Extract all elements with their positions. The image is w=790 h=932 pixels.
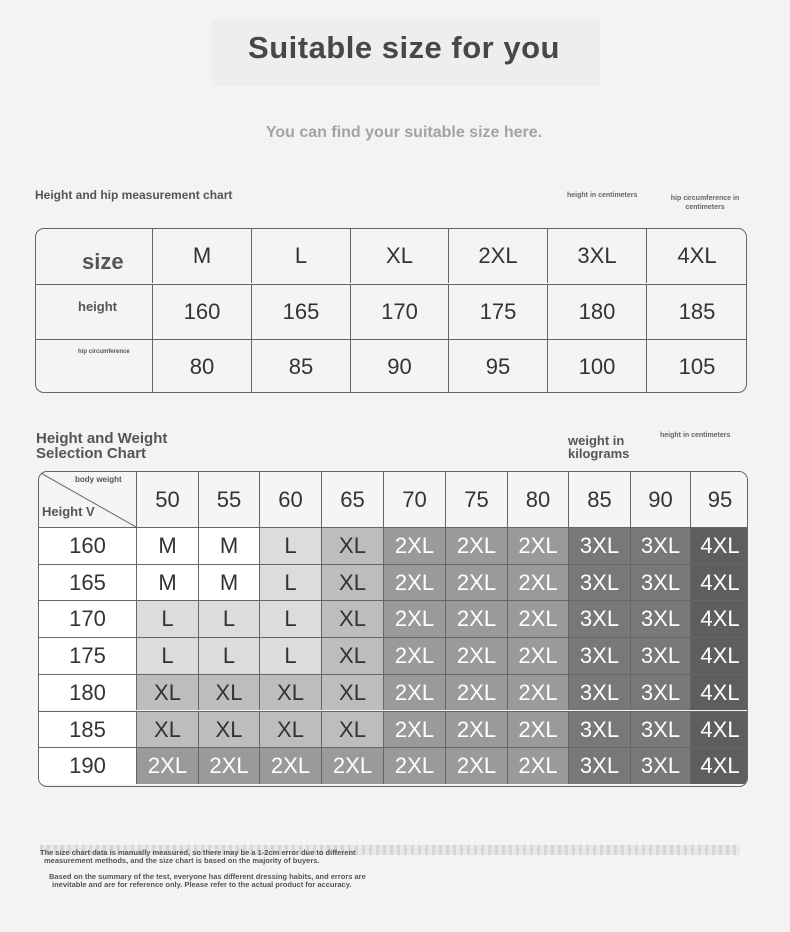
size-recommendation-cell: 2XL	[383, 564, 445, 601]
size-recommendation-cell: 2XL	[445, 747, 507, 784]
size-recommendation-cell: XL	[198, 674, 259, 711]
size-recommendation-cell: L	[136, 600, 198, 637]
height-cell: 185	[646, 285, 747, 339]
size-recommendation-cell: 3XL	[630, 674, 690, 711]
size-recommendation-cell: XL	[259, 674, 321, 711]
height-row-header: 165	[39, 564, 136, 601]
size-recommendation-cell: 2XL	[507, 527, 568, 564]
size-recommendation-cell: L	[198, 637, 259, 674]
height-label: height	[78, 299, 117, 314]
size-recommendation-cell: XL	[136, 711, 198, 748]
size-recommendation-cell: 2XL	[383, 674, 445, 711]
size-recommendation-cell: XL	[198, 711, 259, 748]
size-recommendation-cell: 3XL	[568, 600, 630, 637]
size-recommendation-cell: 2XL	[445, 564, 507, 601]
corner-weight-label: body weight	[75, 475, 122, 484]
height-row-header: 175	[39, 637, 136, 674]
size-recommendation-cell: 4XL	[690, 527, 748, 564]
weight-column-header: 75	[445, 472, 507, 527]
size-cell: 3XL	[547, 229, 646, 283]
size-recommendation-cell: 3XL	[630, 711, 690, 748]
size-recommendation-cell: 3XL	[630, 600, 690, 637]
hip-label: hip circumference	[78, 349, 130, 355]
size-row	[36, 229, 746, 284]
size-recommendation-cell: 3XL	[568, 527, 630, 564]
section2-heading: Height and Weight Selection Chart	[36, 430, 168, 462]
size-recommendation-cell: 2XL	[383, 527, 445, 564]
size-recommendation-cell: 3XL	[630, 637, 690, 674]
size-recommendation-cell: 2XL	[507, 747, 568, 784]
hip-cell: 95	[448, 340, 547, 393]
size-recommendation-cell: 2XL	[445, 674, 507, 711]
size-recommendation-cell: 3XL	[630, 747, 690, 784]
size-recommendation-cell: 4XL	[690, 674, 748, 711]
height-row-header: 180	[39, 674, 136, 711]
size-recommendation-cell: 2XL	[321, 747, 383, 784]
hip-cell: 90	[350, 340, 448, 393]
size-recommendation-cell: 3XL	[568, 711, 630, 748]
size-cell: L	[251, 229, 350, 283]
section1-heading: Height and hip measurement chart	[35, 188, 233, 202]
height-unit-note: height in centimeters	[567, 192, 638, 199]
height-row	[36, 284, 746, 340]
size-recommendation-cell: 3XL	[568, 747, 630, 784]
footer-line-3: Based on the summary of the test, everyone has different dressing habits, and errors are	[49, 872, 366, 881]
weight-column-header: 50	[136, 472, 198, 527]
height-cell: 170	[350, 285, 448, 339]
hip-row-header	[36, 340, 152, 393]
size-recommendation-cell: 2XL	[445, 711, 507, 748]
hip-cell: 80	[152, 340, 251, 393]
size-recommendation-cell: XL	[321, 600, 383, 637]
footer-line-4: inevitable and are for reference only. Please refer to the actual product for accuracy.	[52, 880, 352, 889]
size-recommendation-cell: 2XL	[383, 747, 445, 784]
hip-cell: 105	[646, 340, 747, 393]
hip-cell: 85	[251, 340, 350, 393]
size-recommendation-cell: M	[136, 564, 198, 601]
size-recommendation-cell: 4XL	[690, 564, 748, 601]
size-recommendation-cell: 2XL	[507, 674, 568, 711]
size-recommendation-cell: 2XL	[445, 600, 507, 637]
size-recommendation-cell: 2XL	[259, 747, 321, 784]
size-recommendation-cell: L	[259, 600, 321, 637]
height-cell: 175	[448, 285, 547, 339]
size-table	[35, 228, 747, 393]
size-recommendation-cell: L	[259, 527, 321, 564]
height-cell: 165	[251, 285, 350, 339]
size-recommendation-cell: 4XL	[690, 711, 748, 748]
size-recommendation-cell: L	[136, 637, 198, 674]
height-row-header: 160	[39, 527, 136, 564]
size-recommendation-cell: 3XL	[568, 637, 630, 674]
height-cell: 160	[152, 285, 251, 339]
size-recommendation-cell: 2XL	[198, 747, 259, 784]
size-recommendation-cell: 3XL	[630, 564, 690, 601]
weight-column-header: 65	[321, 472, 383, 527]
weight-column-header: 60	[259, 472, 321, 527]
size-recommendation-cell: 2XL	[445, 637, 507, 674]
hip-cell: 100	[547, 340, 646, 393]
size-row-header	[36, 229, 152, 283]
size-recommendation-cell: 2XL	[507, 600, 568, 637]
weight-column-header: 85	[568, 472, 630, 527]
size-recommendation-cell: L	[259, 564, 321, 601]
footer-line-2: measurement methods, and the size chart is based on the majority of buyers.	[44, 856, 320, 865]
size-recommendation-cell: 2XL	[507, 564, 568, 601]
height-row-header	[36, 285, 152, 339]
size-cell: M	[152, 229, 251, 283]
height-cell: 180	[547, 285, 646, 339]
weight-column-header: 70	[383, 472, 445, 527]
weight-unit-note: weight in kilograms	[568, 433, 630, 461]
height-row-header: 190	[39, 747, 136, 784]
size-recommendation-cell: 3XL	[630, 527, 690, 564]
weight-column-header: 95	[690, 472, 748, 527]
size-recommendation-cell: XL	[259, 711, 321, 748]
size-recommendation-cell: L	[259, 637, 321, 674]
size-recommendation-cell: XL	[321, 527, 383, 564]
size-recommendation-cell: M	[198, 564, 259, 601]
page-subtitle: You can find your suitable size here.	[265, 124, 543, 141]
size-recommendation-cell: 2XL	[507, 637, 568, 674]
height-unit-note-2: height in centimeters	[660, 432, 731, 439]
size-recommendation-cell: 2XL	[445, 527, 507, 564]
size-recommendation-cell: XL	[136, 674, 198, 711]
weight-column-header: 90	[630, 472, 690, 527]
size-recommendation-cell: 4XL	[690, 637, 748, 674]
size-recommendation-cell: 2XL	[383, 637, 445, 674]
hip-unit-note: hip circumference in centimeters	[670, 195, 740, 211]
size-recommendation-cell: 3XL	[568, 564, 630, 601]
size-recommendation-cell: 2XL	[136, 747, 198, 784]
size-recommendation-cell: 4XL	[690, 747, 748, 784]
height-row-header: 170	[39, 600, 136, 637]
size-recommendation-cell: XL	[321, 637, 383, 674]
height-row-header: 185	[39, 711, 136, 748]
size-recommendation-cell: L	[198, 600, 259, 637]
size-recommendation-cell: 4XL	[690, 600, 748, 637]
weight-column-header: 80	[507, 472, 568, 527]
height-weight-table	[38, 471, 748, 787]
size-recommendation-cell: XL	[321, 711, 383, 748]
size-recommendation-cell: M	[198, 527, 259, 564]
corner-cell	[39, 472, 136, 527]
size-cell: 2XL	[448, 229, 547, 283]
size-recommendation-cell: 2XL	[383, 600, 445, 637]
footer-note-1	[40, 849, 480, 865]
weight-column-header: 55	[198, 472, 259, 527]
size-recommendation-cell: XL	[321, 564, 383, 601]
footer-note-2	[49, 873, 489, 889]
size-recommendation-cell: XL	[321, 674, 383, 711]
size-recommendation-cell: 3XL	[568, 674, 630, 711]
size-recommendation-cell: 2XL	[383, 711, 445, 748]
footer-line-1: The size chart data is manually measured, so there may be a 1-2cm error due to different	[40, 848, 356, 857]
size-recommendation-cell: M	[136, 527, 198, 564]
hip-row	[36, 339, 746, 393]
corner-height-label: Height V	[42, 504, 95, 519]
size-recommendation-cell: 2XL	[507, 711, 568, 748]
size-cell: XL	[350, 229, 448, 283]
size-cell: 4XL	[646, 229, 747, 283]
size-label: size	[82, 249, 124, 274]
page-title: Suitable size for you	[248, 30, 560, 65]
